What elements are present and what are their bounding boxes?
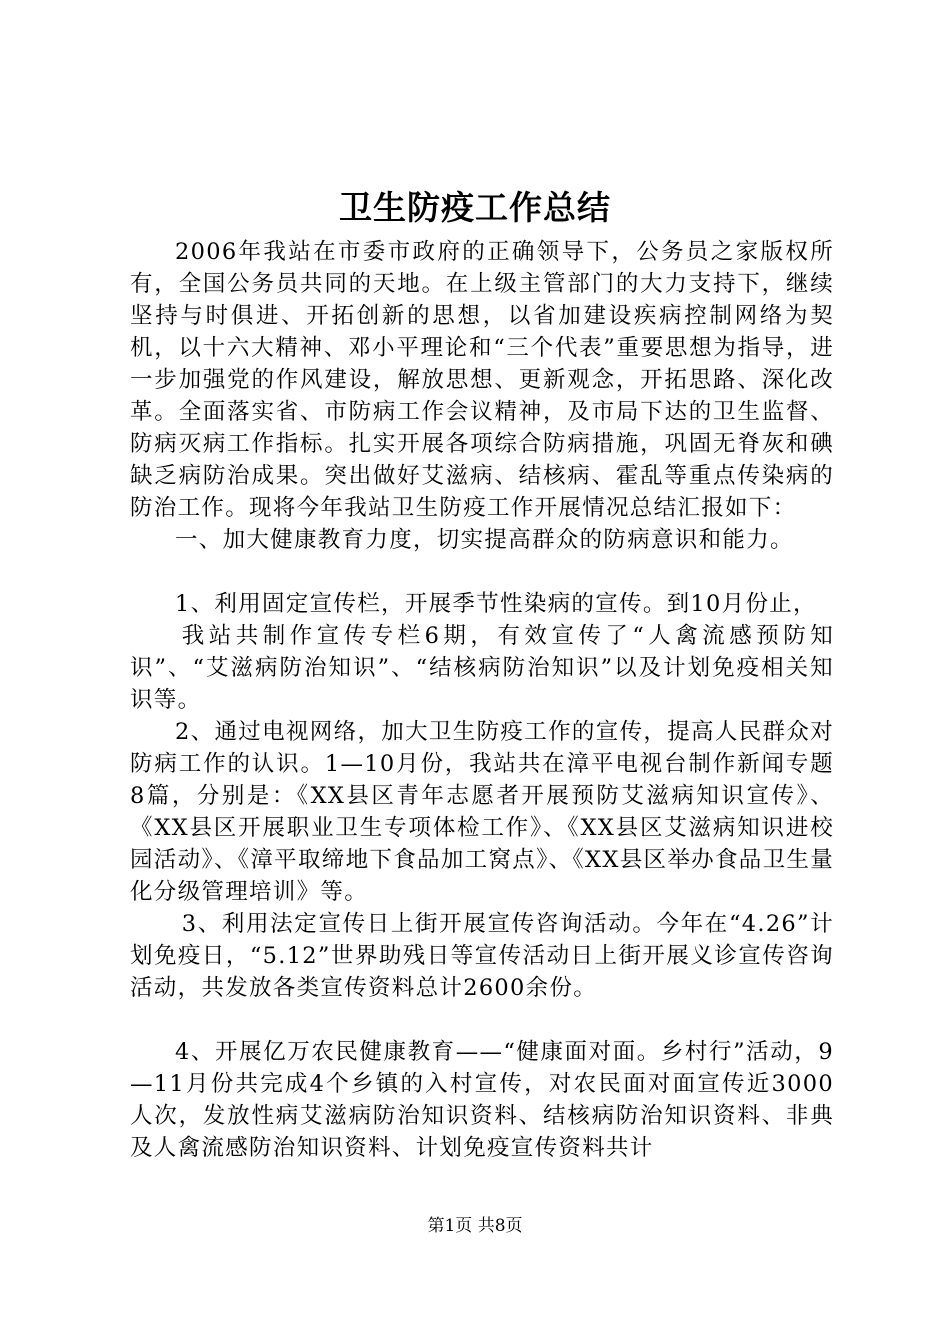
paragraph-item-2: 2、通过电视网络，加大卫生防疫工作的宣传，提高人民群众对防病工作的认识。1—10月份，我站共在漳平电视台制作新闻专题8篇，分别是：《XX县区青年志愿者开展预防艾滋病知识宣传》、《XX县区开展职业卫生专项体检工作》、《XX县区艾滋病知识进校园活动》、《漳平取缔地下食品加工窝点》、《XX县区举办食品卫生量化分级管理培训》等。 bbox=[130, 719, 834, 905]
page-number-footer: 第1页 共8页 bbox=[427, 1216, 523, 1236]
document-body bbox=[130, 236, 834, 1164]
page-title: 卫生防疫工作总结 bbox=[339, 188, 611, 227]
paragraph-intro: 2006年我站在市委市政府的正确领导下，公务员之家版权所有，全国公务员共同的天地。在上级主管部门的大力支持下，继续坚持与时俱进、开拓创新的思想，以省加建设疾病控制网络为契机，以十六大精神、邓小平理论和“三个代表”重要思想为指导，进一步加强党的作风建设，解放思想、更新观念，开拓思路、深化改革。全面落实省、市防病工作会议精神，及市局下达的卫生监督、防病灭病工作指标。扎实开展各项综合防病措施，巩固无脊灰和碘缺乏病防治成果。突出做好艾滋病、结核病、霍乱等重点传染病的防治工作。现将今年我站卫生防疫工作开展情况总结汇报如下： bbox=[130, 239, 834, 521]
paragraph-item-1-continued: 我站共制作宣传专栏6期，有效宣传了“人禽流感预防知识”、“艾滋病防治知识”、“结核病防治知识”以及计划免疫相关知识等。 bbox=[130, 623, 834, 713]
paragraph-item-1: 1、利用固定宣传栏，开展季节性染病的宣传。到10月份止， bbox=[175, 591, 817, 617]
paragraph-item-3: 3、利用法定宣传日上街开展宣传咨询活动。今年在“4.26”计划免疫日，“5.12”世界助残日等宣传活动日上街开展义诊宣传咨询活动，共发放各类宣传资料总计2600余份。 bbox=[130, 911, 834, 1001]
section-heading-1: 一、加大健康教育力度，切实提高群众的防病意识和能力。 bbox=[175, 527, 794, 553]
paragraph-item-4: 4、开展亿万农民健康教育——“健康面对面。乡村行”活动，9—11月份共完成4个乡镇的入村宣传，对农民面对面宣传近3000人次，发放性病艾滋病防治知识资料、结核病防治知识资料、非典及人禽流感防治知识资料、计划免疫宣传资料共计 bbox=[130, 1039, 834, 1161]
